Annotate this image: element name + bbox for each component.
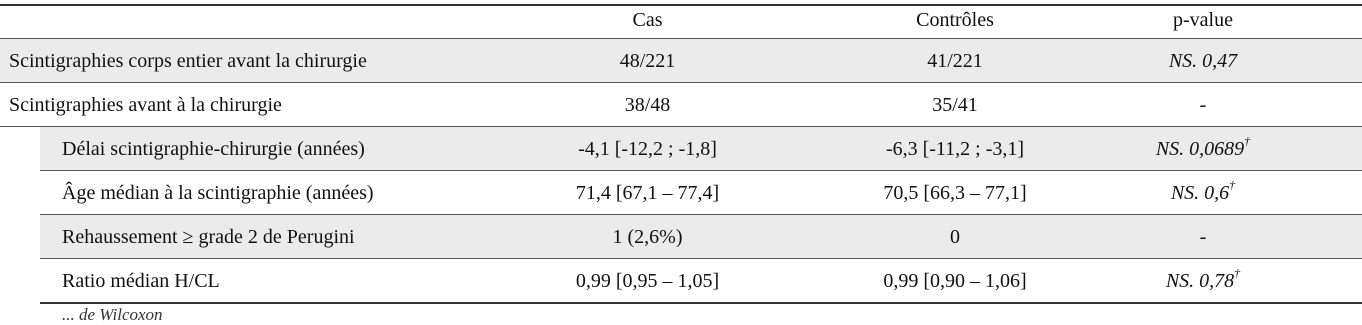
pvalue-text: NS. 0,47 (1168, 50, 1238, 72)
cas-value: 0,99 [0,95 – 1,05] (575, 270, 720, 292)
cas-value: 38/48 (624, 94, 671, 116)
row-label: Rehaussement ≥ grade 2 de Perugini (62, 226, 355, 248)
cas-value: -4,1 [-12,2 ; -1,8] (578, 138, 717, 160)
pvalue-text: NS. 0,78 (1165, 270, 1235, 292)
controles-value: 0 (950, 226, 960, 248)
header-cas: Cas (632, 9, 663, 31)
dagger-mark: † (1229, 178, 1236, 193)
table-row (40, 171, 1362, 215)
table-bottom-rule (40, 302, 1362, 304)
controles-value: 70,5 [66,3 – 77,1] (883, 182, 1027, 204)
row-label: Scintigraphies avant à la chirurgie (9, 94, 282, 116)
dagger-mark: † (1234, 266, 1241, 281)
dagger-mark: † (1244, 134, 1251, 149)
table-row (0, 39, 1362, 83)
controles-value: 35/41 (932, 94, 978, 116)
pvalue-text: - (1199, 226, 1207, 248)
table-row (0, 83, 1362, 127)
pvalue-text: NS. 0,6 (1170, 182, 1230, 204)
table-row (40, 259, 1362, 303)
table-row (40, 215, 1362, 259)
pvalue-value (1083, 259, 1323, 303)
row-label: Scintigraphies corps entier avant la chirurgie (9, 50, 367, 72)
pvalue-text: NS. 0,0689 (1155, 138, 1245, 160)
controles-value: -6,3 [-11,2 ; -3,1] (885, 138, 1025, 160)
controles-value: 41/221 (927, 50, 983, 72)
pvalue-text: - (1199, 94, 1207, 116)
header-pvalue: p-value (1173, 9, 1233, 31)
pvalue-value (1083, 127, 1323, 171)
cas-value: 1 (2,6%) (612, 226, 683, 248)
pvalue-value (1083, 39, 1323, 83)
pvalue-value (1083, 215, 1323, 259)
cas-value: 48/221 (619, 50, 676, 72)
cas-value: 71,4 [67,1 – 77,4] (575, 182, 720, 204)
controles-value: 0,99 [0,90 – 1,06] (883, 270, 1027, 292)
table-row (40, 127, 1362, 171)
header-controles: Contrôles (916, 9, 994, 31)
pvalue-value (1083, 171, 1323, 215)
table-footnote: ... de Wilcoxon (62, 305, 163, 324)
table-header-row (0, 2, 1362, 38)
row-label: Délai scintigraphie-chirurgie (années) (62, 138, 365, 160)
row-label: Âge médian à la scintigraphie (années) (62, 182, 374, 204)
pvalue-value (1083, 83, 1323, 127)
row-label: Ratio médian H/CL (62, 270, 220, 292)
